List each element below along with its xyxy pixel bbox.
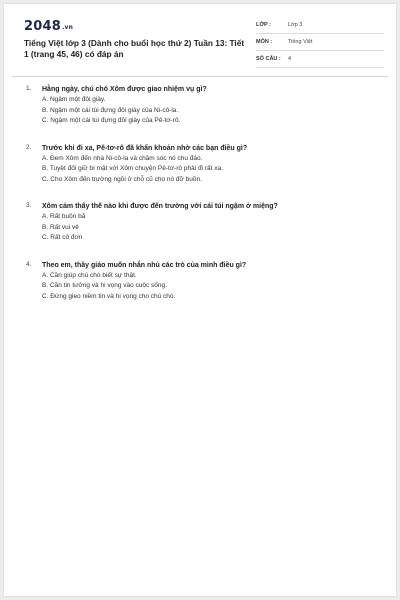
option-b: B. Tuyệt đối giữ bí mật với Xôm chuyện Pê-tơ-rô phải đi rất xa. — [42, 165, 223, 172]
option-c: C. Đừng gieo niềm tin và hi vọng cho chú chó. — [42, 292, 176, 300]
meta-label-subject: MÔN : — [256, 39, 273, 45]
question-list — [26, 85, 376, 319]
logo-main-text: 2048 — [24, 19, 61, 34]
option-a: A. Ngậm một đôi giày. — [42, 96, 106, 103]
question-number: 1. — [26, 85, 32, 92]
meta-info-block — [256, 17, 384, 68]
option-b: B. Ngậm một cái túi đựng đôi giày của Ni-cô-la. — [42, 106, 179, 114]
site-logo[interactable] — [24, 19, 73, 34]
option-a: A. Rất buồn bã — [42, 213, 86, 220]
question-3 — [26, 202, 376, 244]
meta-value-subject: Tiếng Việt — [288, 39, 313, 45]
logo-domain-text: .vn — [61, 24, 74, 31]
option-a: A. Cần giúp chú chó biết sự thật. — [42, 271, 137, 279]
question-text: Trước khi đi xa, Pê-tơ-rô đã khẩn khoản nhờ các bạn điều gì? — [42, 144, 248, 152]
question-text: Theo em, thầy giáo muốn nhắn nhủ các trò của mình điều gì? — [42, 261, 247, 269]
question-number: 4. — [26, 260, 32, 268]
question-2 — [26, 144, 376, 186]
question-text: Hằng ngày, chú chó Xôm được giao nhiệm vụ gì? — [42, 86, 207, 93]
question-number: 2. — [26, 143, 32, 151]
meta-value-question-count: 4 — [288, 56, 292, 62]
header-divider — [12, 76, 388, 77]
option-c: C. Cho Xôm đến trường ngồi ở chỗ cũ cho nó đỡ buồn. — [42, 175, 202, 183]
meta-row-question-count — [256, 51, 384, 68]
meta-label-class: LỚP : — [256, 22, 271, 28]
meta-value-class: Lớp 3 — [288, 22, 303, 28]
question-1 — [26, 85, 376, 127]
question-number: 3. — [26, 202, 32, 209]
document-page — [3, 3, 397, 597]
question-4 — [26, 261, 376, 303]
meta-row-subject — [256, 34, 384, 51]
document-title: Tiếng Việt lớp 3 (Dành cho buổi học thứ 2) Tuần 13: Tiết 1 (trang 45, 46) có đáp án — [24, 38, 245, 59]
option-c: C. Ngậm một cái túi đựng đôi giày của Pê-tơ-rô. — [42, 117, 181, 124]
option-b: B. Rất vui vẻ — [42, 223, 79, 231]
meta-row-class — [256, 17, 384, 34]
option-a: A. Đem Xôm đến nhà Ni-cô-la và chăm sóc nó chu đáo. — [42, 154, 203, 162]
option-c: C. Rất cô đơn — [42, 234, 83, 241]
question-text: Xôm cảm thấy thế nào khi được đến trường với cái túi ngậm ở miệng? — [42, 203, 278, 210]
option-b: B. Cần tin tưởng và hi vọng vào cuộc sống. — [42, 282, 167, 289]
meta-label-question-count: SỐ CÂU : — [256, 56, 281, 62]
